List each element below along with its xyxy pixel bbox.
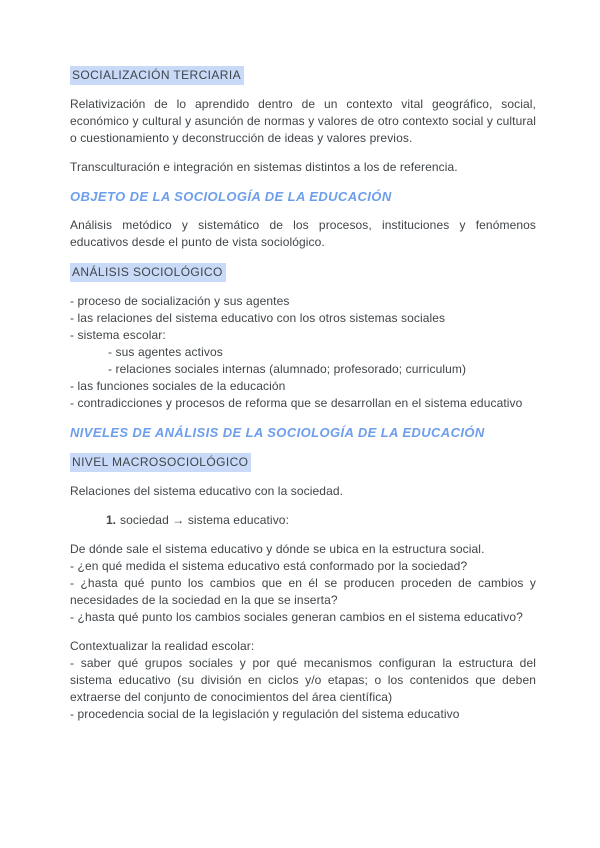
list-item-sistema-escolar: - sistema escolar: <box>70 328 166 342</box>
section-nivel-macrosociologico <box>70 453 536 472</box>
question-line-de-donde-sale: De dónde sale el sistema educativo y dónde se ubica en la estructura social. <box>70 542 485 556</box>
section-analisis-sociologico <box>70 263 536 282</box>
list-item-funciones-sociales: - las funciones sociales de la educación <box>70 379 286 393</box>
list-item-relaciones-sistema: - las relaciones del sistema educativo con los otros sistemas sociales <box>70 311 446 325</box>
list-analisis-sociologico <box>70 293 536 412</box>
question-line-en-que-medida: - ¿en qué medida el sistema educativo está conformado por la sociedad? <box>70 559 468 573</box>
list-subitem-relaciones-internas: - relaciones sociales internas (alumnado; profesorado; curriculum) <box>108 362 467 376</box>
block-preguntas-macro <box>70 541 536 626</box>
paragraph-analisis-metodico: Análisis metódico y sistemático de los procesos, instituciones y fenómenos educativos desde el punto de vista sociológico. <box>70 218 536 249</box>
highlighted-heading-nivel-macrosociologico: NIVEL MACROSOCIOLÓGICO <box>70 453 251 472</box>
paragraph-relaciones-sociedad: Relaciones del sistema educativo con la sociedad. <box>70 484 344 498</box>
list-item-contradicciones: - contradicciones y procesos de reforma que se desarrollan en el sistema educativo <box>70 396 523 410</box>
numbered-item-text: sociedad → sistema educativo: <box>120 513 289 527</box>
line-contextualizar-intro: Contextualizar la realidad escolar: <box>70 639 255 653</box>
paragraph-relativizacion: Relativización de lo aprendido dentro de un contexto vital geográfico, social, económico y cultural y asunción de normas y valores de otro contexto social y cultural o cuestionamiento y deconstrucción de ideas y valores previos. <box>70 97 536 145</box>
paragraph-transculturacion: Transculturación e integración en sistemas distintos a los de referencia. <box>70 160 458 174</box>
list-item-proceso-socializacion: - proceso de socialización y sus agentes <box>70 294 290 308</box>
section-socializacion-terciaria <box>70 66 536 85</box>
blue-heading-niveles-analisis: NIVELES DE ANÁLISIS DE LA SOCIOLOGÍA DE LA EDUCACIÓN <box>70 425 485 440</box>
line-procedencia-social: - procedencia social de la legislación y regulación del sistema educativo <box>70 707 460 721</box>
highlighted-heading-socializacion-terciaria: SOCIALIZACIÓN TERCIARIA <box>70 66 244 85</box>
list-subitem-agentes-activos: - sus agentes activos <box>108 345 223 359</box>
line-saber-grupos-sociales: - saber qué grupos sociales y por qué mecanismos configuran la estructura del sistema educativo (su división en ciclos y/o etapas; o los contenidos que deben extraerse del conjunto de conocimientos del área científica) <box>70 656 536 704</box>
blue-heading-objeto-sociologia-educacion: OBJETO DE LA SOCIOLOGÍA DE LA EDUCACIÓN <box>70 189 392 204</box>
question-line-hasta-que-punto-cambios: - ¿hasta qué punto los cambios que en él se producen proceden de cambios y necesidades de la sociedad en la que se inserta? <box>70 576 536 607</box>
question-line-cambios-sociales: - ¿hasta qué punto los cambios sociales generan cambios en el sistema educativo? <box>70 610 523 624</box>
numbered-item-sociedad-sistema <box>106 512 536 529</box>
numbered-item-marker: 1. <box>106 513 117 527</box>
highlighted-heading-analisis-sociologico: ANÁLISIS SOCIOLÓGICO <box>70 263 226 282</box>
block-contextualizar-realidad <box>70 638 536 723</box>
